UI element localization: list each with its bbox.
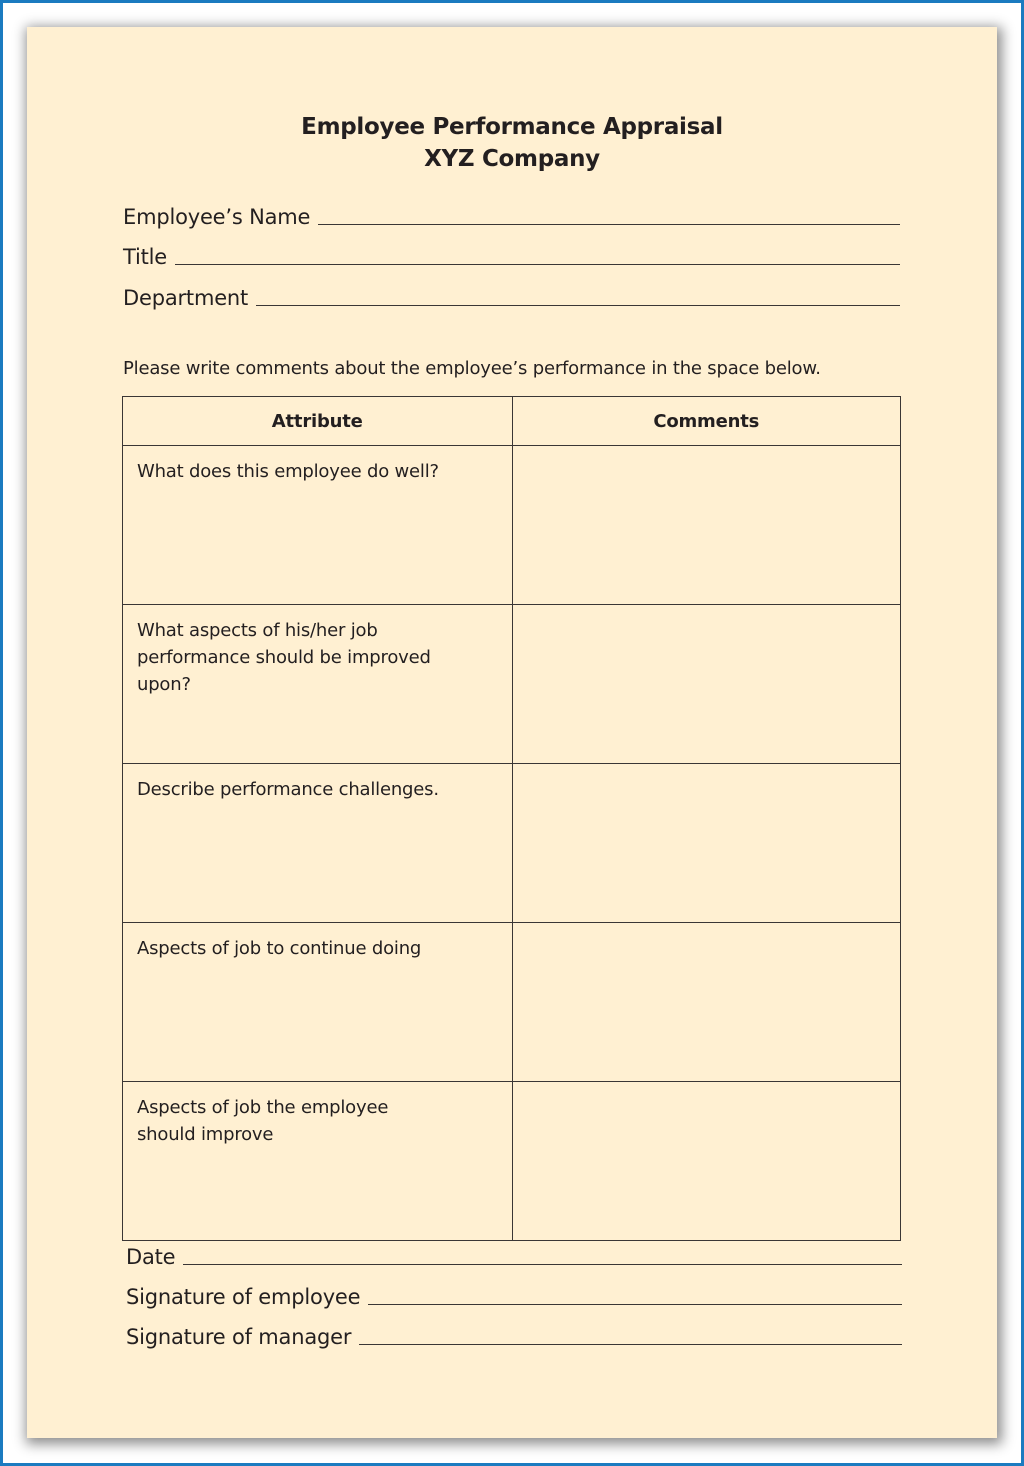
- department-blank[interactable]: [256, 305, 900, 306]
- department-label: Department: [123, 286, 249, 310]
- date-blank[interactable]: [183, 1264, 902, 1265]
- table-row: [123, 446, 901, 605]
- manager-signature-label: Signature of manager: [126, 1325, 352, 1349]
- instructions-text: Please write comments about the employee’s performance in the space below.: [123, 358, 821, 379]
- employee-name-blank[interactable]: [318, 224, 900, 225]
- department-field: [123, 284, 900, 312]
- manager-signature-blank[interactable]: [359, 1344, 902, 1345]
- table-row: [123, 605, 901, 764]
- appraisal-form-paper: [27, 27, 997, 1438]
- date-field: [126, 1243, 902, 1271]
- date-label: Date: [126, 1245, 176, 1269]
- title-blank[interactable]: [175, 264, 900, 265]
- appraisal-table: [122, 396, 901, 1241]
- employee-signature-blank[interactable]: [368, 1304, 902, 1305]
- comments-cell[interactable]: [512, 605, 901, 764]
- company-name: XYZ Company: [424, 146, 600, 172]
- attribute-cell: [123, 1082, 513, 1241]
- title-field: [123, 243, 900, 271]
- attribute-cell: Aspects of job to continue doing: [123, 923, 513, 1082]
- table-row: [123, 764, 901, 923]
- table-header-row: [123, 397, 901, 446]
- comments-cell[interactable]: [512, 764, 901, 923]
- attribute-cell: [123, 605, 513, 764]
- table-row: [123, 1082, 901, 1241]
- attribute-text: Aspects of job the employee should improve: [137, 1097, 389, 1145]
- employee-name-field: [123, 203, 900, 231]
- employee-signature-field: [126, 1283, 902, 1311]
- column-header-comments: Comments: [512, 397, 901, 446]
- form-title: Employee Performance Appraisal: [301, 114, 723, 140]
- manager-signature-field: [126, 1323, 902, 1351]
- employee-name-label: Employee’s Name: [123, 205, 311, 229]
- comments-cell[interactable]: [512, 1082, 901, 1241]
- comments-cell[interactable]: [512, 923, 901, 1082]
- table-row: [123, 923, 901, 1082]
- attribute-text: What aspects of his/her job performance should be improved upon?: [137, 620, 431, 695]
- column-header-attribute: Attribute: [123, 397, 513, 446]
- title-label: Title: [123, 245, 168, 269]
- employee-signature-label: Signature of employee: [126, 1285, 361, 1309]
- attribute-cell: Describe performance challenges.: [123, 764, 513, 923]
- attribute-cell: What does this employee do well?: [123, 446, 513, 605]
- comments-cell[interactable]: [512, 446, 901, 605]
